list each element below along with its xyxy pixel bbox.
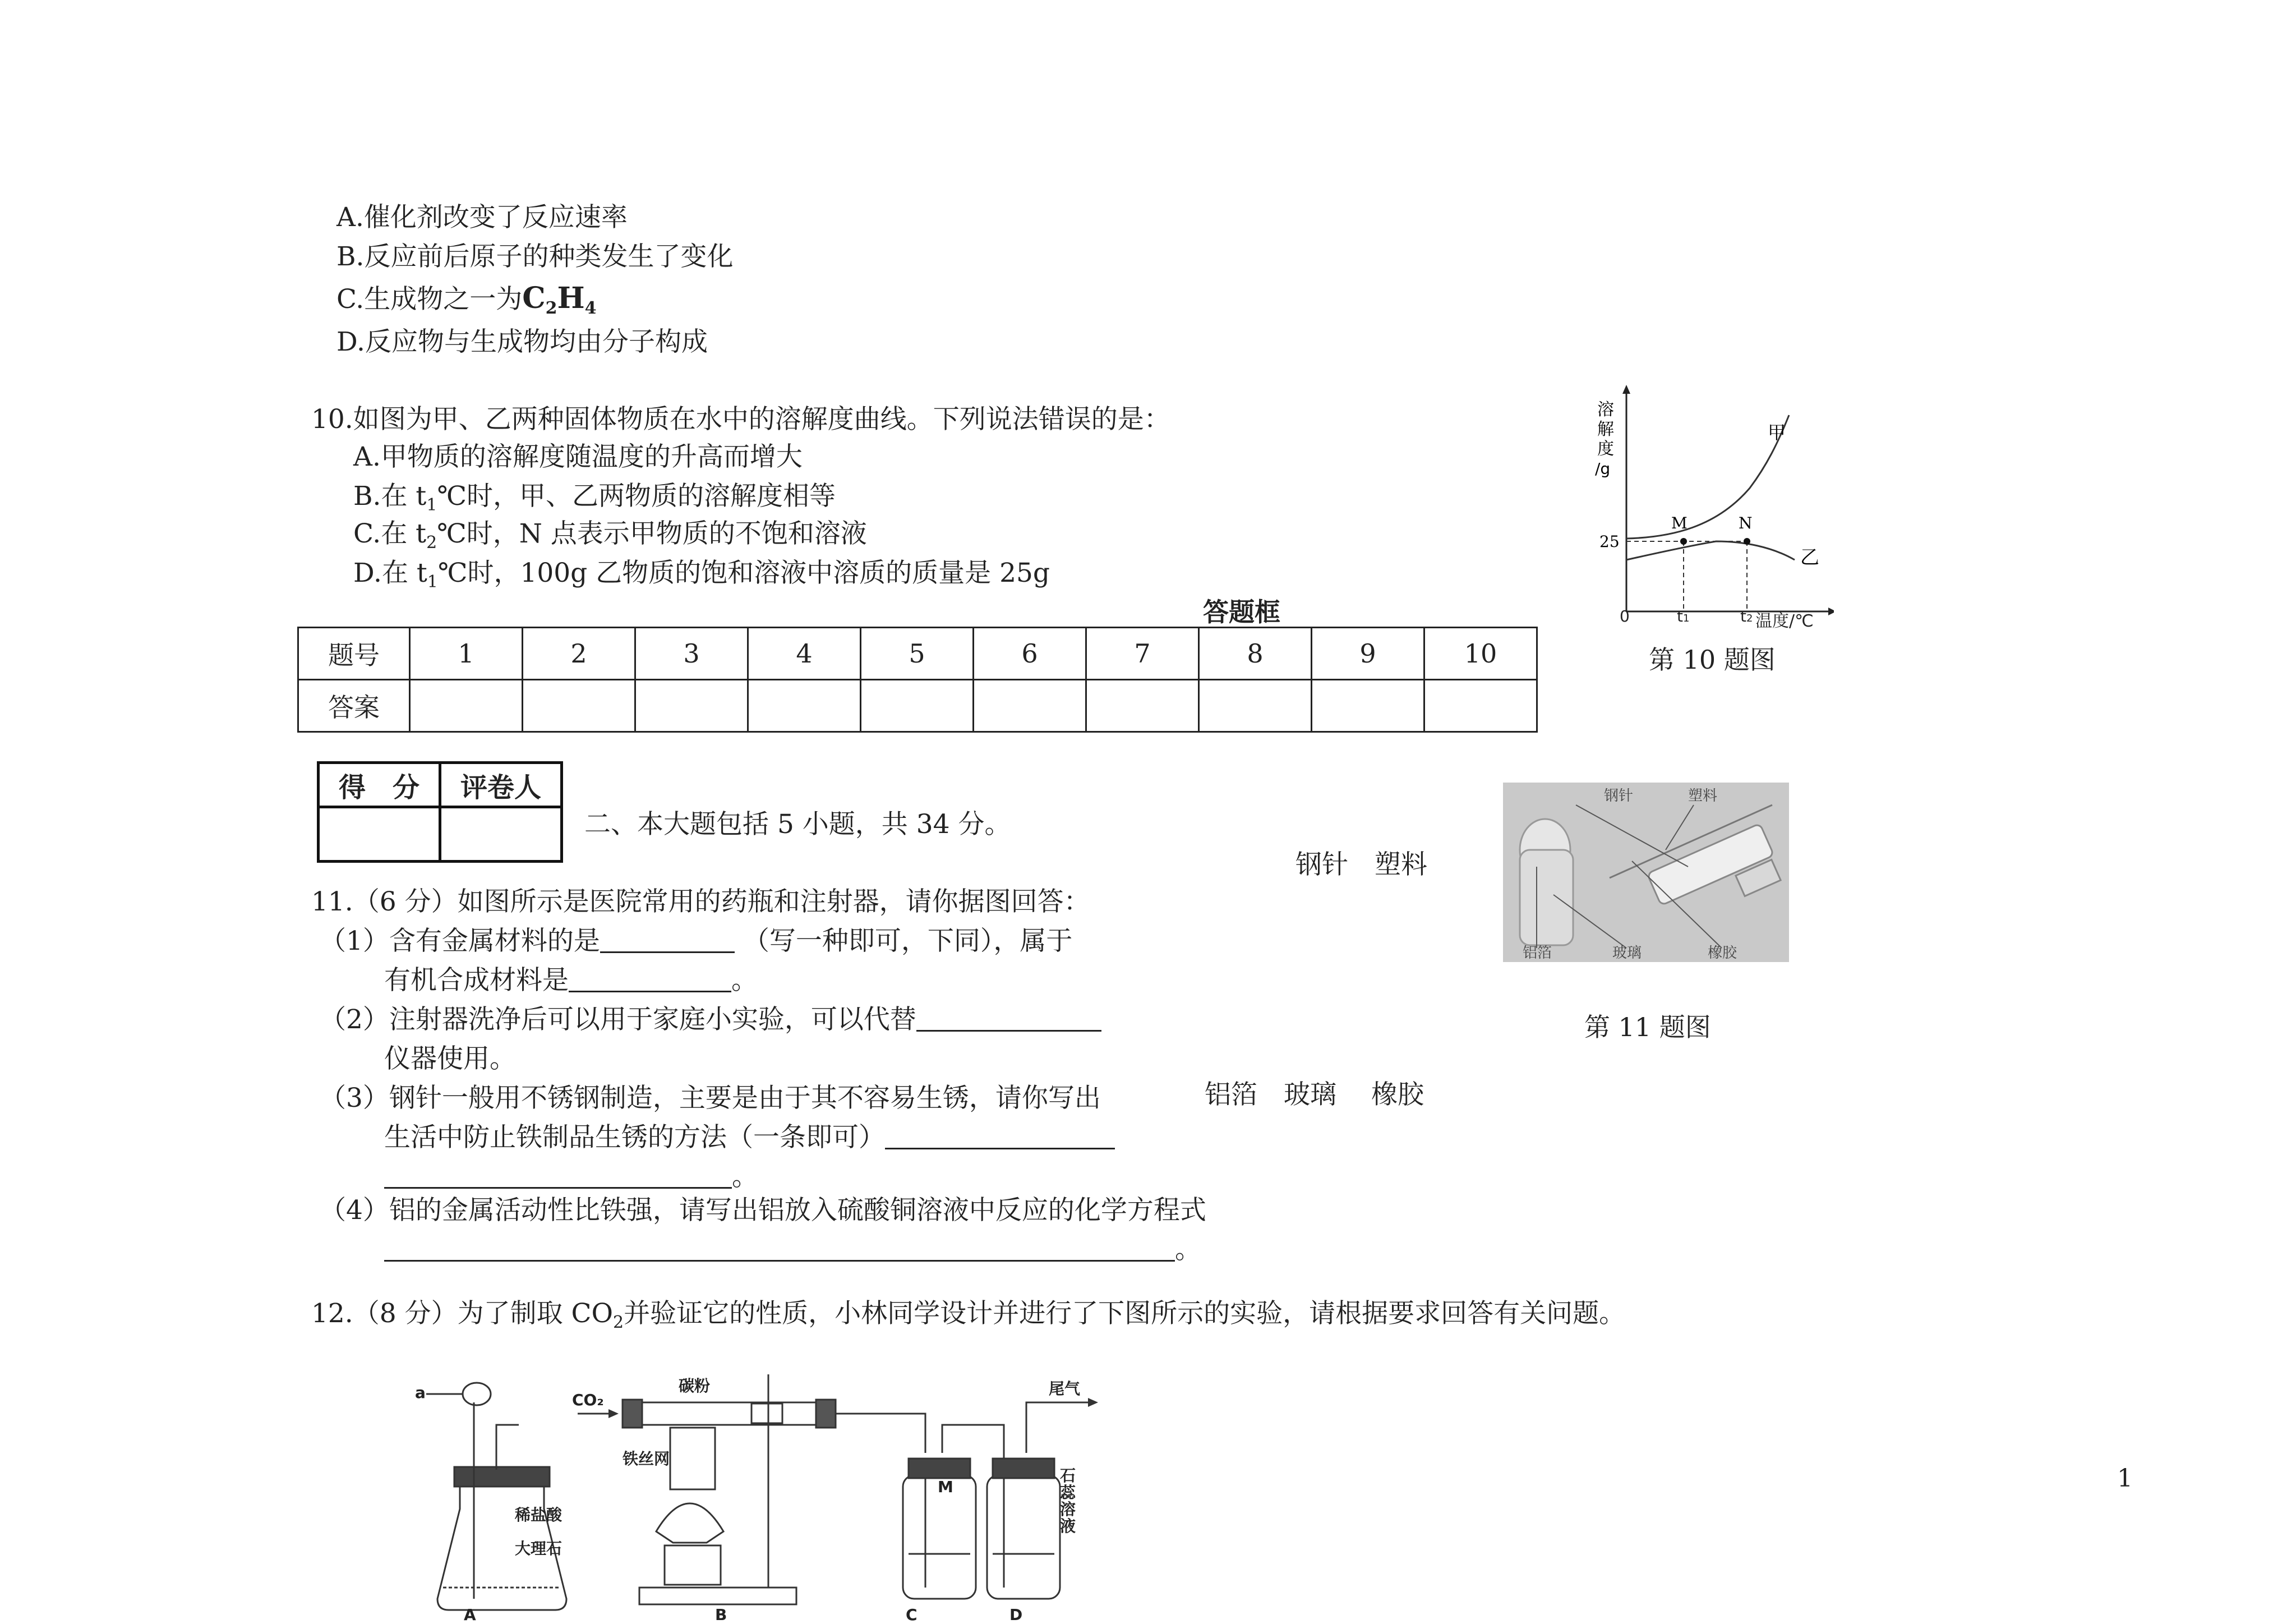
ylabel-4: /g	[1595, 459, 1611, 478]
co2-arrow	[608, 1409, 619, 1418]
point-n-dot	[1744, 538, 1750, 545]
number-cell: 6	[974, 628, 1086, 680]
answer-cell-6[interactable]	[974, 680, 1086, 732]
photo-label-xiangjiao: 橡胶	[1708, 945, 1737, 961]
row-label-daan: 答案	[298, 680, 410, 732]
label-apparatus-a: A	[464, 1605, 476, 1624]
xlabel: 温度/℃	[1755, 611, 1814, 631]
origin-label: 0	[1620, 607, 1630, 625]
answer-cell-8[interactable]	[1199, 680, 1312, 732]
ytick-25: 25	[1599, 532, 1620, 551]
label-apparatus-c: C	[906, 1605, 918, 1624]
y-axis-arrow	[1622, 385, 1630, 394]
q11-part1-cont: 有机合成材料是 。	[384, 965, 758, 996]
q11-part4-cont: 。	[384, 1233, 1201, 1267]
number-cell: 5	[861, 628, 974, 680]
stopper-a	[454, 1467, 550, 1487]
answer-blank-rust-1[interactable]	[885, 1123, 1115, 1149]
connector-b-c	[836, 1414, 925, 1453]
vial-syringe-photo	[1503, 783, 1789, 962]
co2-apparatus-diagram	[415, 1363, 1122, 1624]
score-label: 得 分	[319, 763, 440, 807]
answer-cell-4[interactable]	[748, 680, 861, 732]
number-cell: 10	[1424, 628, 1537, 680]
page-number: 1	[2117, 1464, 2133, 1493]
q11-part3-cont: 生活中防止铁制品生锈的方法（一条即可）	[384, 1121, 1115, 1154]
vial-body	[1520, 850, 1573, 945]
answer-blank-instrument[interactable]	[916, 1005, 1101, 1032]
score-table	[317, 761, 563, 863]
q9-option-c	[336, 282, 597, 325]
label-apparatus-b: B	[715, 1605, 727, 1624]
grader-label: 评卷人	[440, 763, 562, 807]
table-row	[298, 628, 1537, 680]
tube-b-end-left	[623, 1400, 642, 1428]
label-tiesiwang: 铁丝网	[623, 1450, 670, 1468]
table-row	[298, 680, 1537, 732]
clamp	[751, 1404, 782, 1423]
number-cell: 8	[1199, 628, 1312, 680]
q9-option-a: A.催化剂改变了反应速率	[336, 202, 628, 233]
formula-c2h4: $C_2H_4$	[522, 281, 597, 318]
stopper-c	[909, 1459, 970, 1478]
label-dalishi: 大理石	[515, 1539, 563, 1558]
wire-mesh	[670, 1428, 715, 1489]
t2-label: t2	[1740, 607, 1753, 625]
delivery-tube-a	[496, 1425, 519, 1470]
q11-stem: 11.（6 分）如图所示是医院常用的药瓶和注射器，请你据图回答：	[311, 886, 1090, 917]
q10-stem: 10.如图为甲、乙两种固体物质在水中的溶解度曲线。下列说法错误的是：	[311, 404, 1170, 435]
ylabel-1: 溶	[1597, 400, 1614, 420]
number-cell: 1	[410, 628, 523, 680]
ylabel-2: 解	[1597, 420, 1614, 439]
figure11-caption: 第 11 题图	[1584, 1012, 1711, 1042]
q11-part4: （4）铝的金属活动性比铁强，请写出铝放入硫酸铜溶液中反应的化学方程式	[320, 1195, 1206, 1226]
label-a: a	[415, 1383, 426, 1402]
side-label-bottom: 铝箔 玻璃 橡胶	[1205, 1079, 1424, 1110]
answer-cell-2[interactable]	[523, 680, 635, 732]
q10-option-d: D.在 $t_1℃$时，100g 乙物质的饱和溶液中溶质的质量是 25g	[353, 558, 1050, 592]
section-2-heading: 二、本大题包括 5 小题，共 34 分。	[584, 809, 1011, 840]
label-shirui-1: 石	[1060, 1466, 1076, 1485]
answer-cell-3[interactable]	[635, 680, 748, 732]
photo-label-suliao: 塑料	[1688, 788, 1718, 804]
stopper-d	[993, 1459, 1054, 1478]
x-axis-arrow	[1828, 608, 1834, 615]
photo-label-lvbo: 铝箔	[1523, 945, 1552, 961]
answer-cell-7[interactable]	[1086, 680, 1199, 732]
number-cell: 4	[748, 628, 861, 680]
label-shirui-2: 蕊	[1060, 1483, 1076, 1502]
number-cell: 2	[523, 628, 635, 680]
answer-box-title: 答题框	[1203, 597, 1280, 627]
label-xiyansuan: 稀盐酸	[515, 1506, 563, 1524]
point-m-dot	[1680, 538, 1687, 545]
tube-b-end-right	[816, 1400, 836, 1428]
number-cell: 7	[1086, 628, 1199, 680]
bottle-d	[987, 1475, 1060, 1599]
label-yi: 乙	[1800, 546, 1819, 569]
stand-base	[639, 1588, 796, 1604]
burner-base	[665, 1545, 721, 1585]
label-m: M	[938, 1478, 953, 1496]
label-tanfen: 碳粉	[679, 1377, 711, 1395]
q9-option-c-prefix: C.生成物之一为	[336, 284, 523, 315]
label-weiqi: 尾气	[1049, 1379, 1081, 1398]
funnel-bulb	[463, 1383, 491, 1405]
ylabel-3: 度	[1597, 439, 1614, 459]
tube-b	[637, 1402, 822, 1425]
answer-blank-synthetic[interactable]	[569, 966, 731, 992]
curve-yi	[1626, 541, 1795, 560]
grader-cell[interactable]	[440, 807, 562, 862]
row-label-tihao: 题号	[298, 628, 410, 680]
answer-cell-1[interactable]	[410, 680, 523, 732]
solubility-graph	[1587, 381, 1834, 634]
exhaust-tube	[1026, 1402, 1088, 1453]
label-m: M	[1671, 514, 1688, 532]
answer-blank-equation[interactable]	[384, 1235, 1175, 1262]
label-n: N	[1739, 514, 1753, 532]
label-apparatus-d: D	[1009, 1605, 1023, 1624]
q11-part3-cont2: 。	[384, 1160, 758, 1194]
q11-part1: （1）含有金属材料的是 （写一种即可，下同），属于	[320, 926, 1073, 956]
score-cell[interactable]	[319, 807, 440, 862]
q12-stem: 12.（8 分）为了制取 $CO_2$并验证它的性质，小林同学设计并进行了下图所示的实验，请根据要求回答有关问题。	[311, 1298, 1626, 1332]
q10-option-c: C.在 $t_2℃$时，N 点表示甲物质的不饱和溶液	[353, 518, 867, 553]
figure10-caption: 第 10 题图	[1649, 645, 1776, 675]
q11-part2: （2）注射器洗净后可以用于家庭小实验，可以代替	[320, 1003, 1101, 1037]
photo-label-gangzhen: 钢针	[1604, 788, 1634, 804]
label-jia: 甲	[1768, 422, 1786, 443]
photo-label-boli: 玻璃	[1612, 945, 1642, 961]
answer-blank-metal[interactable]	[600, 927, 735, 953]
q9-option-d: D.反应物与生成物均由分子构成	[336, 326, 708, 357]
answer-blank-rust-2[interactable]	[384, 1162, 732, 1189]
q11-part2-cont: 仪器使用。	[384, 1043, 516, 1074]
q10-option-b: B.在 $t_1℃$时，甲、乙两物质的溶解度相等	[353, 481, 836, 515]
side-label-top: 钢针 塑料	[1295, 849, 1427, 880]
burner	[656, 1503, 723, 1543]
label-co2: CO₂	[572, 1391, 604, 1409]
exhaust-arrow	[1088, 1398, 1098, 1407]
q11-part3: （3）钢针一般用不锈钢制造，主要是由于其不容易生锈，请你写出	[320, 1083, 1101, 1114]
answer-cell-10[interactable]	[1424, 680, 1537, 732]
q9-option-b: B.反应前后原子的种类发生了变化	[336, 241, 734, 272]
answer-cell-5[interactable]	[861, 680, 974, 732]
number-cell: 3	[635, 628, 748, 680]
curve-jia	[1626, 415, 1789, 539]
answer-table	[297, 627, 1538, 733]
q10-option-a: A.甲物质的溶解度随温度的升高而增大	[353, 441, 803, 472]
answer-cell-9[interactable]	[1312, 680, 1424, 732]
t1-label: t1	[1677, 607, 1690, 625]
label-shirui-3: 溶	[1060, 1500, 1076, 1519]
number-cell: 9	[1312, 628, 1424, 680]
label-shirui-4: 液	[1060, 1517, 1076, 1535]
